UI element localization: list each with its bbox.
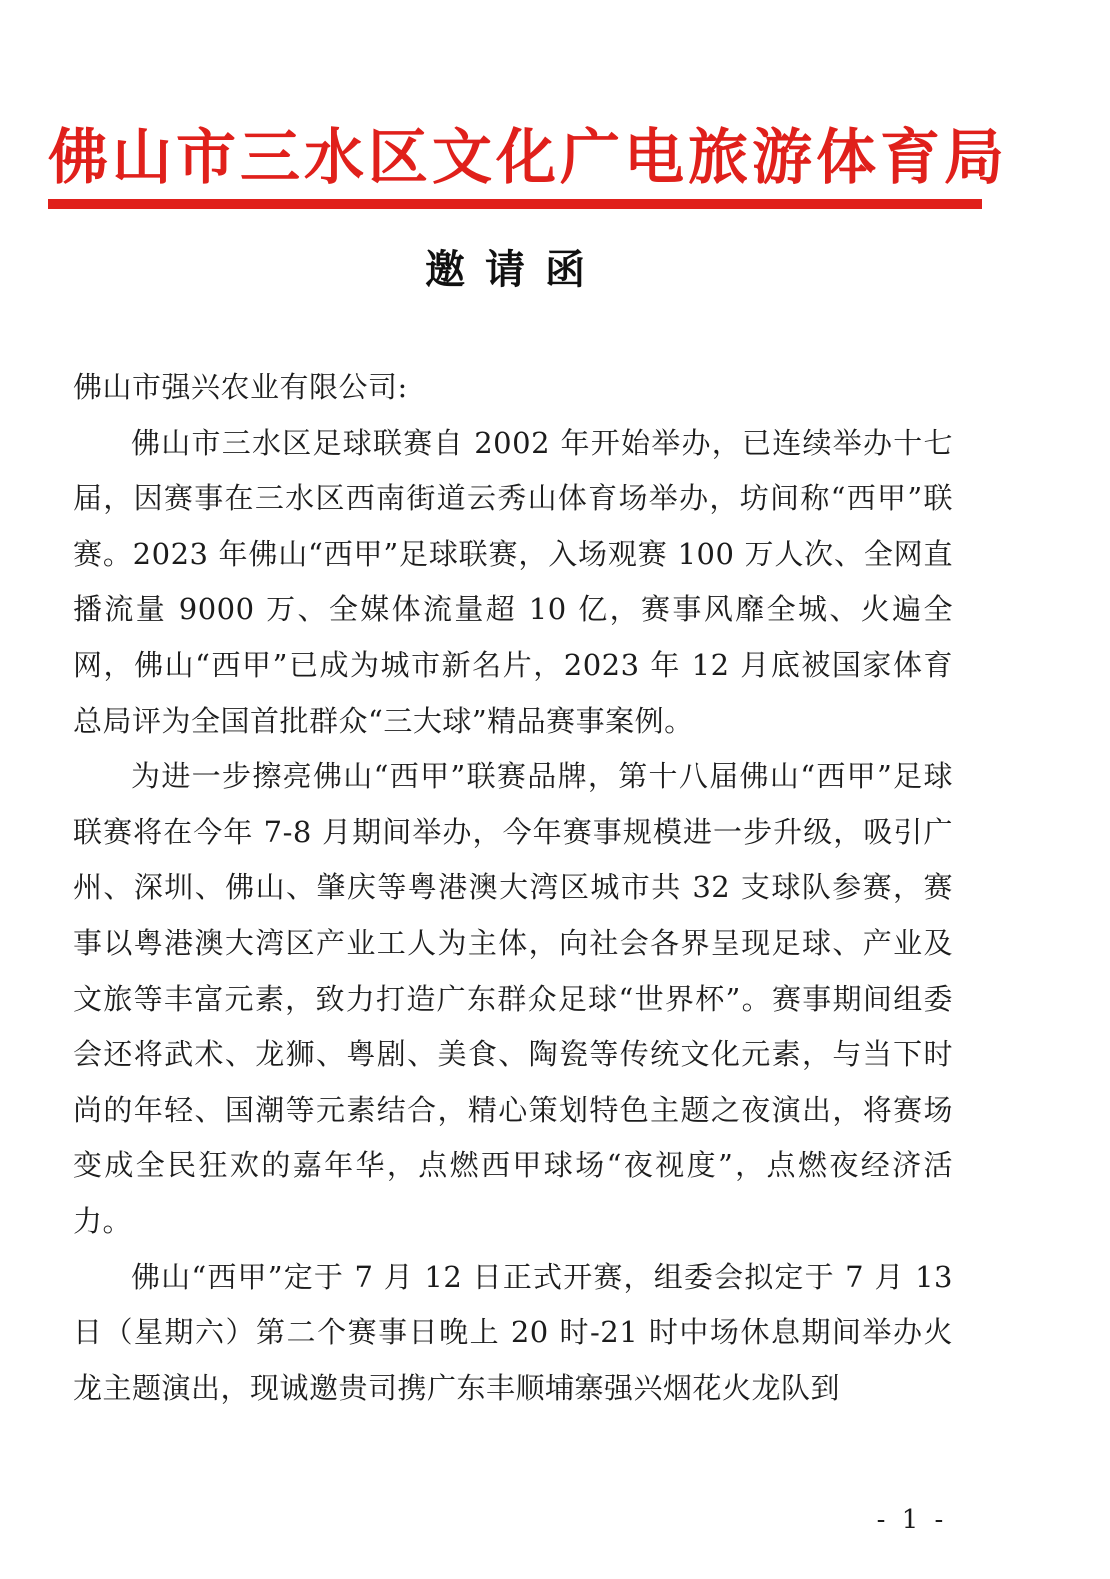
document-title: 邀请函 — [425, 246, 605, 293]
page-number: - 1 - — [876, 1505, 948, 1535]
issuing-org-title: 佛山市三水区文化广电旅游体育局 — [48, 123, 1008, 193]
red-separator-line — [48, 199, 982, 209]
salutation: 佛山市强兴农业有限公司: — [73, 370, 408, 404]
letter-body — [73, 360, 953, 1416]
paragraph-2: 为进一步擦亮佛山“西甲”联赛品牌，第十八届佛山“西甲”足球联赛将在今年 7-8 月期间举办，今年赛事规模进一步升级，吸引广州、深圳、佛山、肇庆等粤港澳大湾区城市共 32 支球队参赛，赛事以粤港澳大湾区产业工人为主体，向社会各界呈现足球、产业及文旅等丰富元素，致力打造广东群众足球“世界杯”。赛事期间组委会还将武术、龙狮、粤剧、美食、陶瓷等传统文化元素，与当下时尚的年轻、国潮等元素结合，精心策划特色主题之夜演出，将赛场变成全民狂欢的嘉年华，点燃西甲球场“夜视度”，点燃夜经济活力。 — [73, 759, 953, 1238]
paragraph-1: 佛山市三水区足球联赛自 2002 年开始举办，已连续举办十七届，因赛事在三水区西南街道云秀山体育场举办，坊间称“西甲”联赛。2023 年佛山“西甲”足球联赛，入场观赛 100 万人次、全网直播流量 9000 万、全媒体流量超 10 亿，赛事风靡全城、火遍全网，佛山“西甲”已成为城市新名片，2023 年 12 月底被国家体育总局评为全国首批群众“三大球”精品赛事案例。 — [73, 425, 953, 738]
paragraph-3: 佛山“西甲”定于 7 月 12 日正式开赛，组委会拟定于 7 月 13 日（星期六）第二个赛事日晚上 20 时-21 时中场休息期间举办火龙主题演出，现诚邀贵司携广东丰顺埔寨强兴烟花火龙队到 — [73, 1259, 953, 1405]
